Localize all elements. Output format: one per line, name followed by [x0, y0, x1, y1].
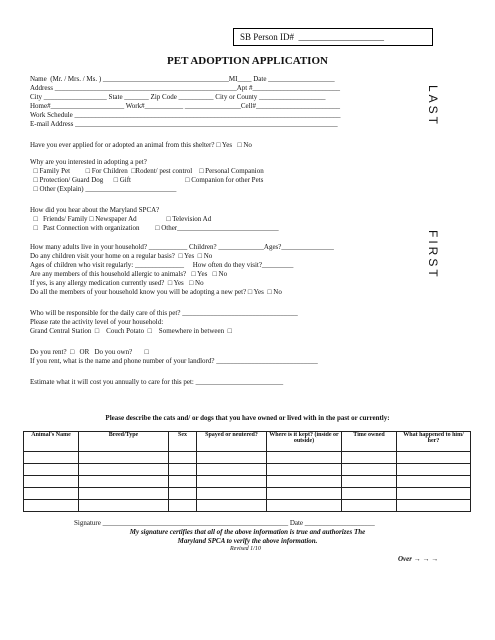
form-line[interactable]: □ Past Connection with organization □ Other_____________________________: [30, 224, 279, 232]
table-cell[interactable]: [24, 464, 79, 476]
table-column-header: Breed/Type: [79, 432, 169, 452]
table-cell[interactable]: [397, 452, 471, 464]
form-line[interactable]: If you rent, what is the name and phone number of your landlord? _____________________________: [30, 357, 318, 365]
table-cell[interactable]: [24, 488, 79, 500]
table-cell[interactable]: [79, 476, 169, 488]
table-cell[interactable]: [267, 476, 342, 488]
form-line[interactable]: □ Other (Explain) __________________________: [30, 185, 177, 193]
sb-person-id-field[interactable]: SB Person ID# ___________________: [240, 32, 385, 42]
form-line[interactable]: Do any children visit your home on a regular basis? □ Yes □ No: [30, 252, 213, 260]
table-cell[interactable]: [342, 464, 397, 476]
table-cell[interactable]: [197, 488, 267, 500]
table-cell[interactable]: [342, 476, 397, 488]
table-row: [24, 488, 471, 500]
form-line[interactable]: Name (Mr. / Mrs. / Ms. ) ____________________________________MI____ Date ___________________: [30, 75, 335, 83]
table-cell[interactable]: [79, 464, 169, 476]
table-cell[interactable]: [197, 452, 267, 464]
form-line[interactable]: Home#_____________________ Work#___________ ________________Cell#________________________: [30, 102, 341, 110]
table-cell[interactable]: [342, 452, 397, 464]
table-row: [24, 452, 471, 464]
certification-line-2: Maryland SPCA to verify the above information.: [177, 537, 318, 545]
table-column-header: Where is it kept? (inside or outside): [267, 432, 342, 452]
form-line[interactable]: Ages of children who visit regularly: ______________ How often do they visit?_________: [30, 261, 294, 269]
pets-table-title: Please describe the cats and/ or dogs that you have owned or lived with in the past or currently:: [105, 414, 390, 422]
pets-history-table: [23, 431, 471, 512]
table-cell[interactable]: [397, 464, 471, 476]
form-line[interactable]: □ Friends/ Family □ Newspaper Ad □ Television Ad: [30, 215, 212, 223]
table-cell[interactable]: [24, 476, 79, 488]
form-line[interactable]: Address ____________________________________________________Apt #_________________________: [30, 84, 340, 92]
table-column-header: Sex: [169, 432, 197, 452]
table-row: [24, 464, 471, 476]
form-line[interactable]: City __________________ State _______ Zip Code __________ City or County ___________________: [30, 93, 326, 101]
table-row: [24, 476, 471, 488]
form-line[interactable]: Who will be responsible for the daily care of this pet? _________________________________: [30, 309, 298, 317]
table-column-header: Animal's Name: [24, 432, 79, 452]
certification-line-1: My signature certifies that all of the above information is true and authorizes The: [129, 528, 366, 536]
table-cell[interactable]: [267, 488, 342, 500]
table-cell[interactable]: [267, 464, 342, 476]
table-cell[interactable]: [79, 488, 169, 500]
table-cell[interactable]: [397, 476, 471, 488]
form-line[interactable]: Do all the members of your household know you will be adopting a new pet? □ Yes □ No: [30, 288, 282, 296]
table-column-header: Spayed or neutered?: [197, 432, 267, 452]
form-line[interactable]: E-mail Address ___________________________________________________________________________: [30, 120, 338, 128]
form-line[interactable]: Are any members of this household allergic to animals? □ Yes □ No: [30, 270, 228, 278]
table-cell[interactable]: [169, 500, 197, 512]
table-cell[interactable]: [267, 452, 342, 464]
form-line[interactable]: If yes, is any allergy medication currently used? □ Yes □ No: [30, 279, 204, 287]
form-line[interactable]: Why are you interested in adopting a pet?: [30, 158, 147, 166]
table-cell[interactable]: [197, 476, 267, 488]
side-label-last: LAST: [426, 85, 440, 128]
table-cell[interactable]: [397, 488, 471, 500]
table-cell[interactable]: [342, 500, 397, 512]
signature-line[interactable]: Signature _____________________________________________________ Date ____________________: [74, 519, 375, 527]
table-column-header: What happened to him/ her?: [397, 432, 471, 452]
form-line[interactable]: How many adults live in your household? ___________ Children? _____________Ages?_______________: [30, 243, 334, 251]
form-line[interactable]: Work Schedule ____________________________________________________________________________: [30, 111, 341, 119]
table-cell[interactable]: [79, 500, 169, 512]
form-line[interactable]: How did you hear about the Maryland SPCA?: [30, 206, 160, 214]
page-title: PET ADOPTION APPLICATION: [167, 55, 328, 67]
table-cell[interactable]: [169, 488, 197, 500]
form-line[interactable]: □ Family Pet □ For Children □Rodent/ pest control □ Personal Companion: [30, 167, 264, 175]
table-cell[interactable]: [397, 500, 471, 512]
table-cell[interactable]: [24, 452, 79, 464]
table-column-header: Time owned: [342, 432, 397, 452]
table-cell[interactable]: [267, 500, 342, 512]
table-cell[interactable]: [169, 452, 197, 464]
side-label-first: FIRST: [426, 230, 440, 280]
table-cell[interactable]: [342, 488, 397, 500]
table-cell[interactable]: [169, 476, 197, 488]
table-cell[interactable]: [79, 452, 169, 464]
form-line[interactable]: Please rate the activity level of your household:: [30, 318, 164, 326]
table-cell[interactable]: [24, 500, 79, 512]
form-line[interactable]: Grand Central Station □ Couch Potato □ Somewhere in between □: [30, 327, 232, 335]
form-line[interactable]: Do you rent? □ OR Do you own? □: [30, 348, 149, 356]
table-cell[interactable]: [197, 464, 267, 476]
over-indicator: Over → → →: [398, 555, 439, 563]
form-line[interactable]: □ Protection/ Guard Dog □ Gift □ Companion for other Pets: [30, 176, 264, 184]
table-row: [24, 500, 471, 512]
table-cell[interactable]: [169, 464, 197, 476]
table-cell[interactable]: [197, 500, 267, 512]
form-line[interactable]: Have you ever applied for or adopted an animal from this shelter? □ Yes □ No: [30, 141, 252, 149]
form-line[interactable]: Estimate what it will cost you annually to care for this pet: _________________________: [30, 378, 284, 386]
revised-note: Revised 1/10: [230, 546, 261, 552]
